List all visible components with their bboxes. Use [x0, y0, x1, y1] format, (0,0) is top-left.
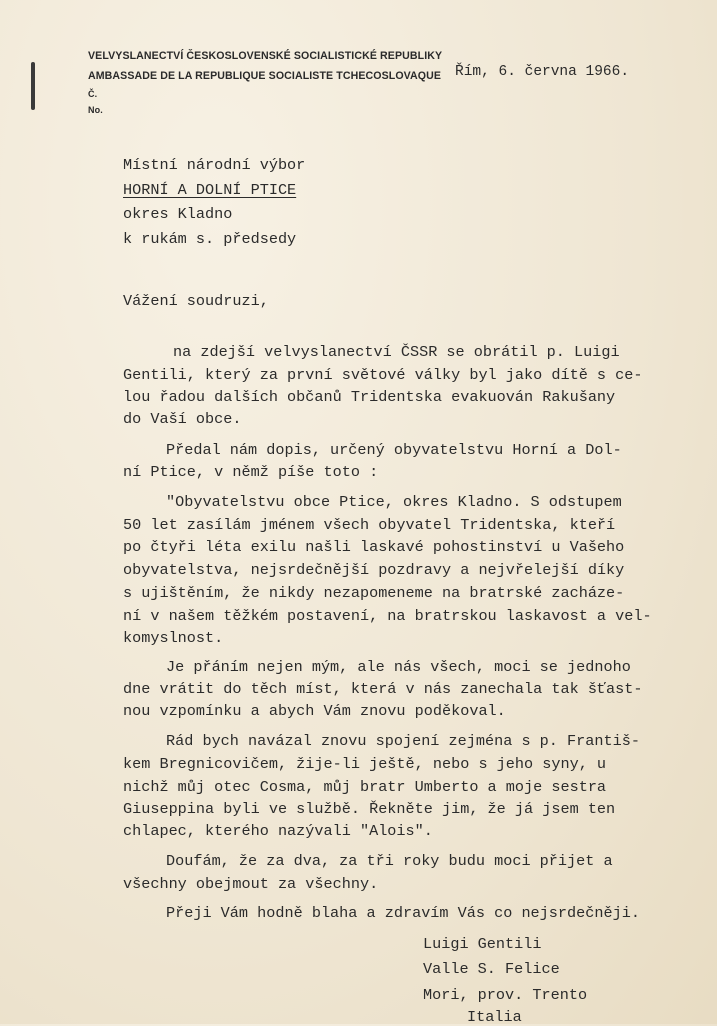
letterhead-line-french: AMBASSADE DE LA REPUBLIQUE SOCIALISTE TCHECOSLOVAQUE: [88, 70, 442, 82]
p5-line-4: Giuseppina byli ve službě. Řekněte jim, že já jsem ten: [123, 800, 616, 818]
address-line-4: k rukám s. předsedy: [123, 230, 297, 248]
letter-date: Řím, 6. června 1966.: [455, 64, 630, 80]
p5-line-1: Rád bych navázal znovu spojení zejména s p. Františ-: [166, 732, 640, 750]
p1-line-2: Gentili, který za první světové války byl jako dítě s ce-: [123, 366, 643, 384]
p3-line-1: "Obyvatelstvu obce Ptice, okres Kladno. S odstupem: [166, 493, 622, 511]
p6-line-1: Doufám, že za dva, za tři roky budu moci přijet a: [166, 852, 613, 870]
reference-no-label: No.: [88, 105, 103, 115]
p2-line-2: ní Ptice, v němž píše toto :: [123, 463, 379, 481]
margin-mark: [31, 62, 35, 110]
p1-line-3: lou řadou dalších občanů Tridentska evakuován Rakušany: [123, 388, 616, 406]
address-line-2: HORNÍ A DOLNÍ PTICE: [123, 181, 297, 199]
letterhead: [88, 46, 442, 118]
p4-line-3: nou vzpomínku a abych Vám znovu poděkoval.: [123, 702, 506, 720]
p2-line-1: Předal nám dopis, určený obyvatelstvu Horní a Dol-: [166, 441, 622, 459]
p5-line-2: kem Bregnicovičem, žije-li ještě, nebo s jeho syny, u: [123, 755, 607, 773]
address-line-1: Místní národní výbor: [123, 156, 306, 174]
p3-line-2: 50 let zasílám jménem všech obyvatel Tridentska, kteří: [123, 516, 616, 534]
p1-line-1: na zdejší velvyslanectví ČSSR se obrátil p. Luigi: [173, 343, 620, 361]
p6-line-2: všechny obejmout za všechny.: [123, 875, 379, 893]
p3-line-4: obyvatelstva, nejsrdečnější pozdravy a nejvřelejší díky: [123, 561, 625, 579]
p5-line-3: nichž můj otec Cosma, můj bratr Umberto a moje sestra: [123, 778, 607, 796]
p4-line-2: dne vrátit do těch míst, která v nás zanechala tak šťast-: [123, 680, 643, 698]
p5-line-5: chlapec, kterého nazývali "Alois".: [123, 822, 433, 840]
signature-address-1: Valle S. Felice: [423, 960, 560, 978]
p3-line-6: ní v našem těžkém postavení, na bratrskou laskavost a vel-: [123, 607, 652, 625]
salutation: Vážení soudruzi,: [123, 292, 269, 310]
address-line-3: okres Kladno: [123, 205, 233, 223]
closing-line: Přeji Vám hodně blaha a zdravím Vás co nejsrdečněji.: [166, 904, 640, 922]
reference-c-label: Č.: [88, 89, 98, 99]
signature-address-2: Mori, prov. Trento: [423, 986, 588, 1004]
p3-line-3: po čtyři léta exilu našli laskavé pohostinství u Vašeho: [123, 538, 625, 556]
letterhead-line-czech: VELVYSLANECTVÍ ČESKOSLOVENSKÉ SOCIALISTICKÉ REPUBLIKY: [88, 50, 443, 62]
p3-line-5: s ujištěním, že nikdy nezapomeneme na bratrské zacháze-: [123, 584, 625, 602]
signature-country: Italia: [467, 1008, 522, 1026]
p4-line-1: Je přáním nejen mým, ale nás všech, moci se jednoho: [166, 658, 631, 676]
p3-line-7: komyslnost.: [123, 629, 224, 647]
p1-line-4: do Vaší obce.: [123, 410, 242, 428]
signature-name: Luigi Gentili: [423, 935, 542, 953]
